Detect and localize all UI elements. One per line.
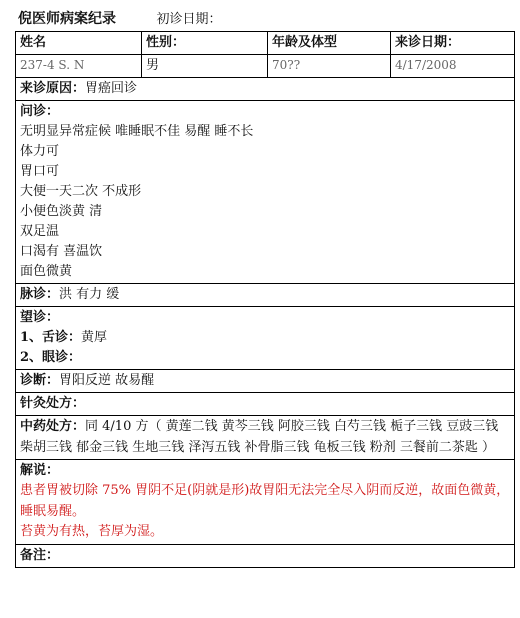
case-record-form — [15, 31, 515, 568]
reason-label: 来诊原因： — [20, 81, 86, 96]
herbal-text: 同 4/10 方（ 黄莲二钱 黄芩三钱 阿胶三钱 白芍三钱 栀子三钱 豆豉三钱 柴胡三钱 郁金三钱 生地三钱 泽泻五钱 补骨脂三钱 龟板三钱 粉剂 三餐前二茶匙 ） — [20, 419, 499, 455]
inquiry-line: 面色微黄 — [20, 264, 73, 279]
herbal-section — [16, 416, 514, 460]
herbal-label: 中药处方： — [20, 419, 86, 434]
info-value-row — [16, 55, 514, 78]
pulse-value: 洪 有力 缓 — [59, 287, 120, 302]
age-value: 70?? — [268, 55, 391, 77]
visit-date-label: 来诊日期： — [395, 35, 461, 50]
info-label-row — [16, 32, 514, 55]
name-value: 237-4 S. N — [16, 55, 142, 77]
acupuncture-label: 针灸处方： — [20, 396, 86, 411]
inquiry-line: 体力可 — [20, 144, 60, 159]
inquiry-line: 大便一天二次 不成形 — [20, 184, 142, 199]
inquiry-line: 双足温 — [20, 224, 60, 239]
explanation-section — [16, 460, 514, 545]
eye-label: 2、眼诊： — [20, 350, 82, 365]
name-label: 姓名 — [16, 32, 142, 54]
reason-row — [16, 78, 514, 101]
diagnosis-row — [16, 370, 514, 393]
tongue-value: 黄厚 — [81, 330, 108, 345]
sex-label: 性别： — [142, 32, 268, 54]
tongue-label: 1、舌诊： — [20, 330, 82, 345]
diagnosis-label: 诊断： — [20, 373, 60, 388]
explanation-paragraph: 患者胃被切除 75% 胃阴不足(阴就是形)故胃阳无法完全尽入阴而反逆，故面色微黄，睡眠易醒。 — [20, 483, 510, 519]
reason-value: 胃癌回诊 — [85, 81, 138, 96]
diagnosis-value: 胃阳反逆 故易醒 — [59, 373, 155, 388]
inquiry-line: 无明显异常症候 唯睡眠不佳 易醒 睡不长 — [20, 124, 254, 139]
pulse-label: 脉诊： — [20, 287, 60, 302]
notes-label: 备注： — [20, 547, 60, 563]
inquiry-line: 小便色淡黄 清 — [20, 204, 103, 219]
inquiry-section — [16, 101, 514, 284]
first-visit-label: 初诊日期： — [156, 12, 222, 27]
explanation-label: 解说： — [20, 463, 60, 478]
inquiry-line: 口渴有 喜温饮 — [20, 244, 103, 259]
observation-label: 望诊： — [20, 310, 60, 325]
explanation-paragraph: 苔黄为有热，苔厚为湿。 — [20, 524, 164, 539]
record-title: 倪医师病案纪录 — [18, 11, 116, 27]
acupuncture-row — [16, 393, 514, 416]
pulse-row — [16, 284, 514, 307]
inquiry-line: 胃口可 — [20, 164, 60, 179]
visit-date-value: 4/17/2008 — [395, 58, 457, 72]
observation-section — [16, 307, 514, 370]
record-header — [18, 8, 221, 30]
inquiry-label: 问诊： — [20, 104, 60, 119]
notes-row — [16, 545, 514, 568]
sex-value: 男 — [142, 55, 268, 77]
age-label: 年龄及体型 — [268, 32, 391, 54]
